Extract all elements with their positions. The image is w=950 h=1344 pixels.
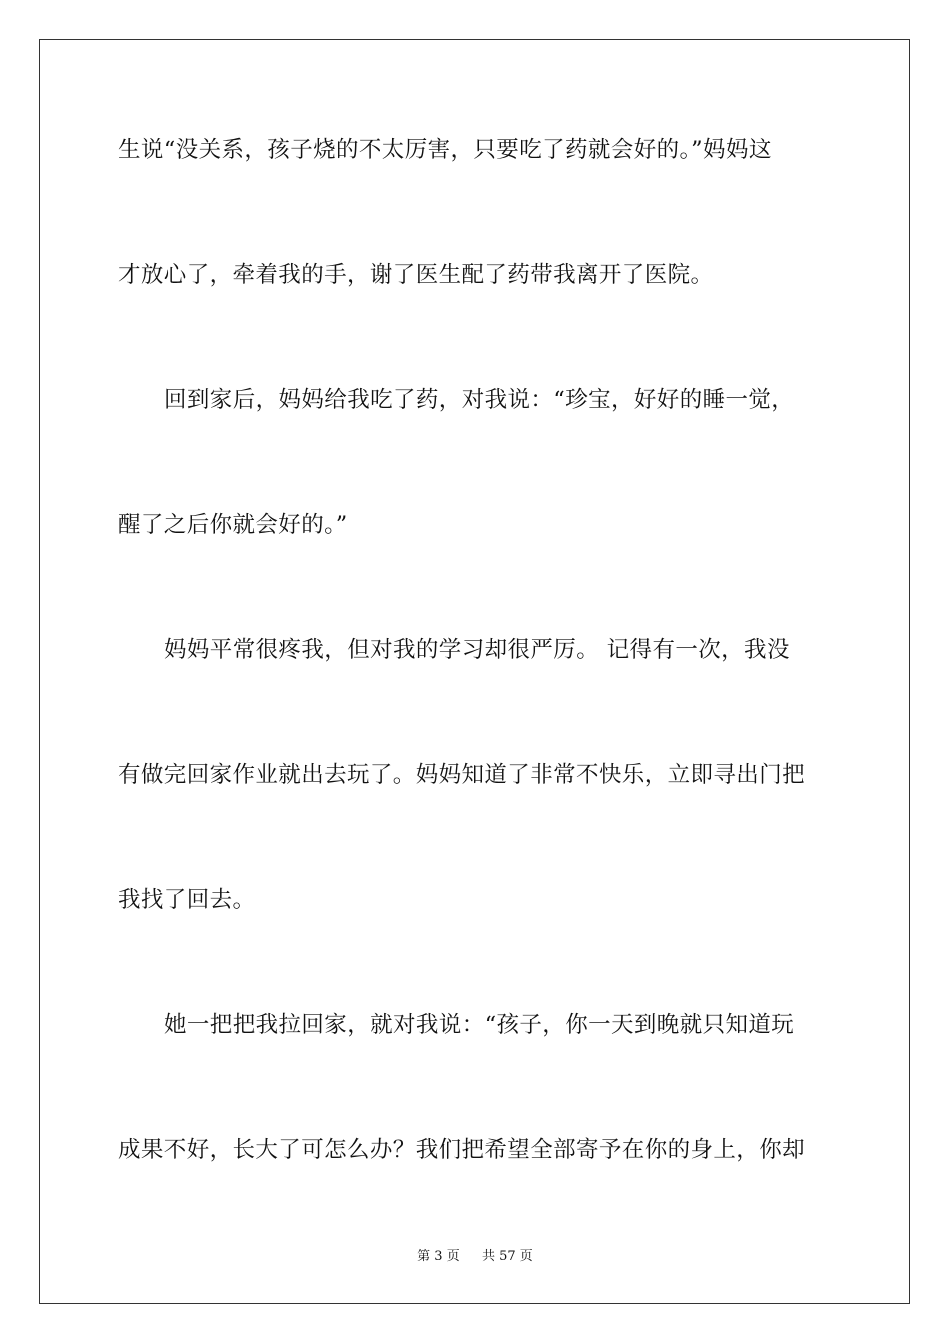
paragraph-start-line: 妈妈平常很疼我，但对我的学习却很严厉。 记得有一次，我没 xyxy=(164,637,790,663)
page-footer xyxy=(0,1248,950,1266)
text-line: 成果不好，长大了可怎么办？我们把希望全部寄予在你的身上，你却 xyxy=(118,1137,806,1163)
page-frame xyxy=(39,39,910,1304)
paragraph-start-line: 回到家后，妈妈给我吃了药，对我说：“珍宝，好好的睡一觉， xyxy=(164,387,795,413)
page-number: 第 3 页 xyxy=(417,1249,460,1264)
text-line: 我找了回去。 xyxy=(118,887,256,913)
paragraph-start-line: 她一把把我拉回家，就对我说：“孩子，你一天到晚就只知道玩 xyxy=(164,1012,795,1038)
text-line: 生说“没关系，孩子烧的不太厉害，只要吃了药就会好的。”妈妈这 xyxy=(118,137,772,163)
page-total: 共 57 页 xyxy=(482,1249,533,1264)
text-line: 才放心了，牵着我的手，谢了医生配了药带我离开了医院。 xyxy=(118,262,714,288)
text-line: 有做完回家作业就出去玩了。妈妈知道了非常不快乐，立即寻出门把 xyxy=(118,762,806,788)
text-line: 醒了之后你就会好的。” xyxy=(118,512,348,538)
